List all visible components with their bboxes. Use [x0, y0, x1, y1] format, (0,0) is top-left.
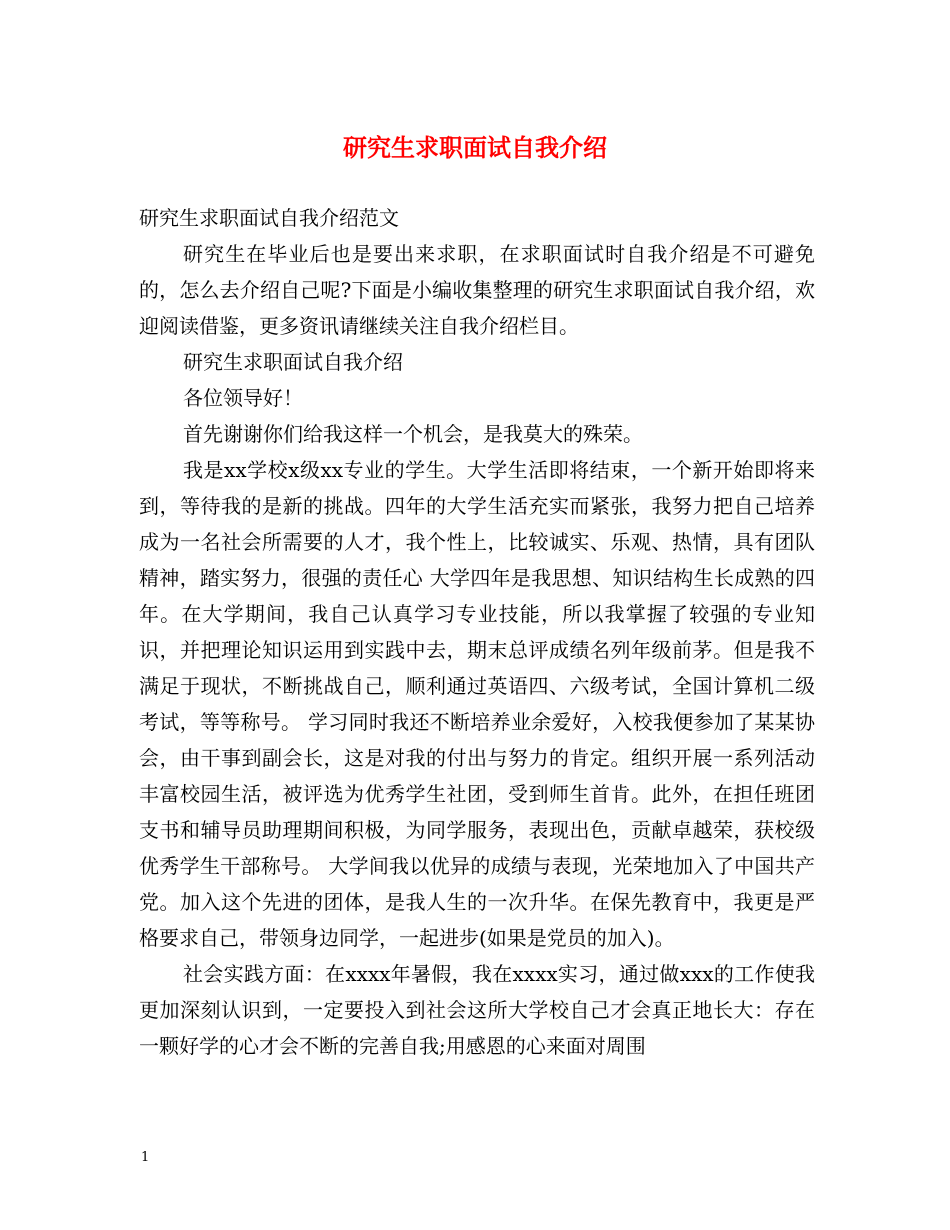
greeting-paragraph: 各位领导好！: [183, 386, 303, 410]
practice-paragraph: 社会实践方面：在xxxx年暑假，我在xxxx实习，通过做xxx的工作使我更加深刻认识到，一定要投入到社会这所大学校自己才会真正地长大：存在一颗好学的心才会不断的完善自我;用感恩的心来面对周围: [139, 962, 815, 1058]
page-number: 1: [141, 1150, 150, 1165]
thanks-paragraph: 首先谢谢你们给我这样一个机会，是我莫大的殊荣。: [183, 422, 643, 446]
subtitle-paragraph: 研究生求职面试自我介绍范文: [139, 206, 399, 230]
document-body: [139, 200, 815, 1064]
document-title: 研究生求职面试自我介绍: [343, 133, 607, 162]
intro-paragraph: 研究生在毕业后也是要出来求职，在求职面试时自我介绍是不可避免的，怎么去介绍自己呢?下面是小编收集整理的研究生求职面试自我介绍，欢迎阅读借鉴，更多资讯请继续关注自我介绍栏目。: [139, 242, 815, 338]
background-paragraph: 我是xx学校x级xx专业的学生。大学生活即将结束，一个新开始即将来到，等待我的是新的挑战。四年的大学生活充实而紧张，我努力把自己培养成为一名社会所需要的人才，我个性上，比较诚实、乐观、热情，具有团队精神，踏实努力，很强的责任心 大学四年是我思想、知识结构生长成熟的四年。在大学期间，我自己认真学习专业技能，所以我掌握了较强的专业知识，并把理论知识运用到实践中去，期末总评成绩名列年级前茅。但是我不满足于现状，不断挑战自己，顺利通过英语四、六级考试，全国计算机二级考试，等等称号。 学习同时我还不断培养业余爱好，入校我便参加了某某协会，由干事到副会长，这是对我的付出与努力的肯定。组织开展一系列活动丰富校园生活，被评选为优秀学生社团，受到师生首肯。此外，在担任班团支书和辅导员助理期间积极，为同学服务，表现出色，贡献卓越荣，获校级优秀学生干部称号。 大学间我以优异的成绩与表现，光荣地加入了中国共产党。加入这个先进的团体，是我人生的一次升华。在保先教育中，我更是严格要求自己，带领身边同学，一起进步(如果是党员的加入)。: [139, 458, 815, 950]
section-heading: 研究生求职面试自我介绍: [183, 350, 403, 374]
